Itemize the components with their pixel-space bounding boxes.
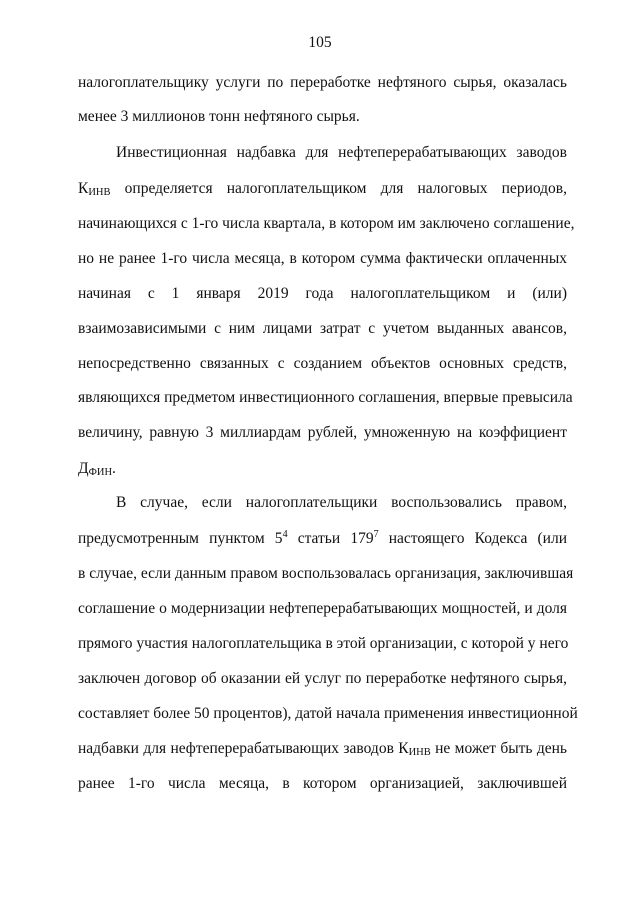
text-line: величину, равную 3 миллиардам рублей, умноженную на коэффициент — [78, 424, 567, 441]
text-line: прямого участия налогоплательщика в этой организации, с которой у него — [78, 635, 569, 652]
page-number: 105 — [308, 34, 332, 51]
superscript: 4 — [282, 529, 288, 540]
text-line: Инвестиционная надбавка для нефтеперерабатывающих заводов — [116, 144, 567, 161]
text-line: надбавки для нефтеперерабатывающих заводов $К_{ИНВ}$ не может быть день — [78, 740, 567, 758]
text-line: предусмотренным пунктом $5^4$ статьи $179^7$ настоящего Кодекса (или — [78, 529, 567, 547]
superscript: 7 — [373, 529, 379, 540]
subscript: ИНВ — [408, 747, 431, 758]
text-line: начиная с 1 января 2019 года налогоплательщиком и (или) — [78, 285, 567, 302]
text-line: начинающихся с 1-го числа квартала, в котором им заключено соглашение, — [78, 215, 575, 232]
text-line: в случае, если данным правом воспользовалась организация, заключившая — [78, 565, 574, 582]
text-line: налогоплательщику услуги по переработке нефтяного сырья, оказалась — [78, 74, 567, 91]
text-line: $Д_{ФИН}$. — [78, 460, 116, 478]
subscript: ИНВ — [88, 187, 111, 198]
subscript: ФИН — [88, 467, 113, 478]
text-line: ранее 1-го числа месяца, в котором организацией, заключившей — [78, 775, 567, 792]
text-line: заключен договор об оказании ей услуг по переработке нефтяного сырья, — [78, 670, 567, 687]
text-line: являющихся предметом инвестиционного соглашения, впервые превысила — [78, 389, 573, 406]
text-line: соглашение о модернизации нефтеперерабатывающих мощностей, и доля — [78, 600, 567, 617]
text-line: В случае, если налогоплательщики воспользовались правом, — [116, 494, 567, 511]
text-line: составляет более 50 процентов), датой начала применения инвестиционной — [78, 705, 578, 722]
text-line: непосредственно связанных с созданием объектов основных средств, — [78, 355, 567, 372]
text-line: $К_{ИНВ}$ определяется налогоплательщиком для налоговых периодов, — [78, 180, 567, 198]
text-line: но не ранее 1-го числа месяца, в котором сумма фактически оплаченных — [78, 250, 567, 267]
text-line: взаимозависимыми с ним лицами затрат с учетом выданных авансов, — [78, 320, 567, 337]
text-line: менее 3 миллионов тонн нефтяного сырья. — [78, 108, 360, 125]
